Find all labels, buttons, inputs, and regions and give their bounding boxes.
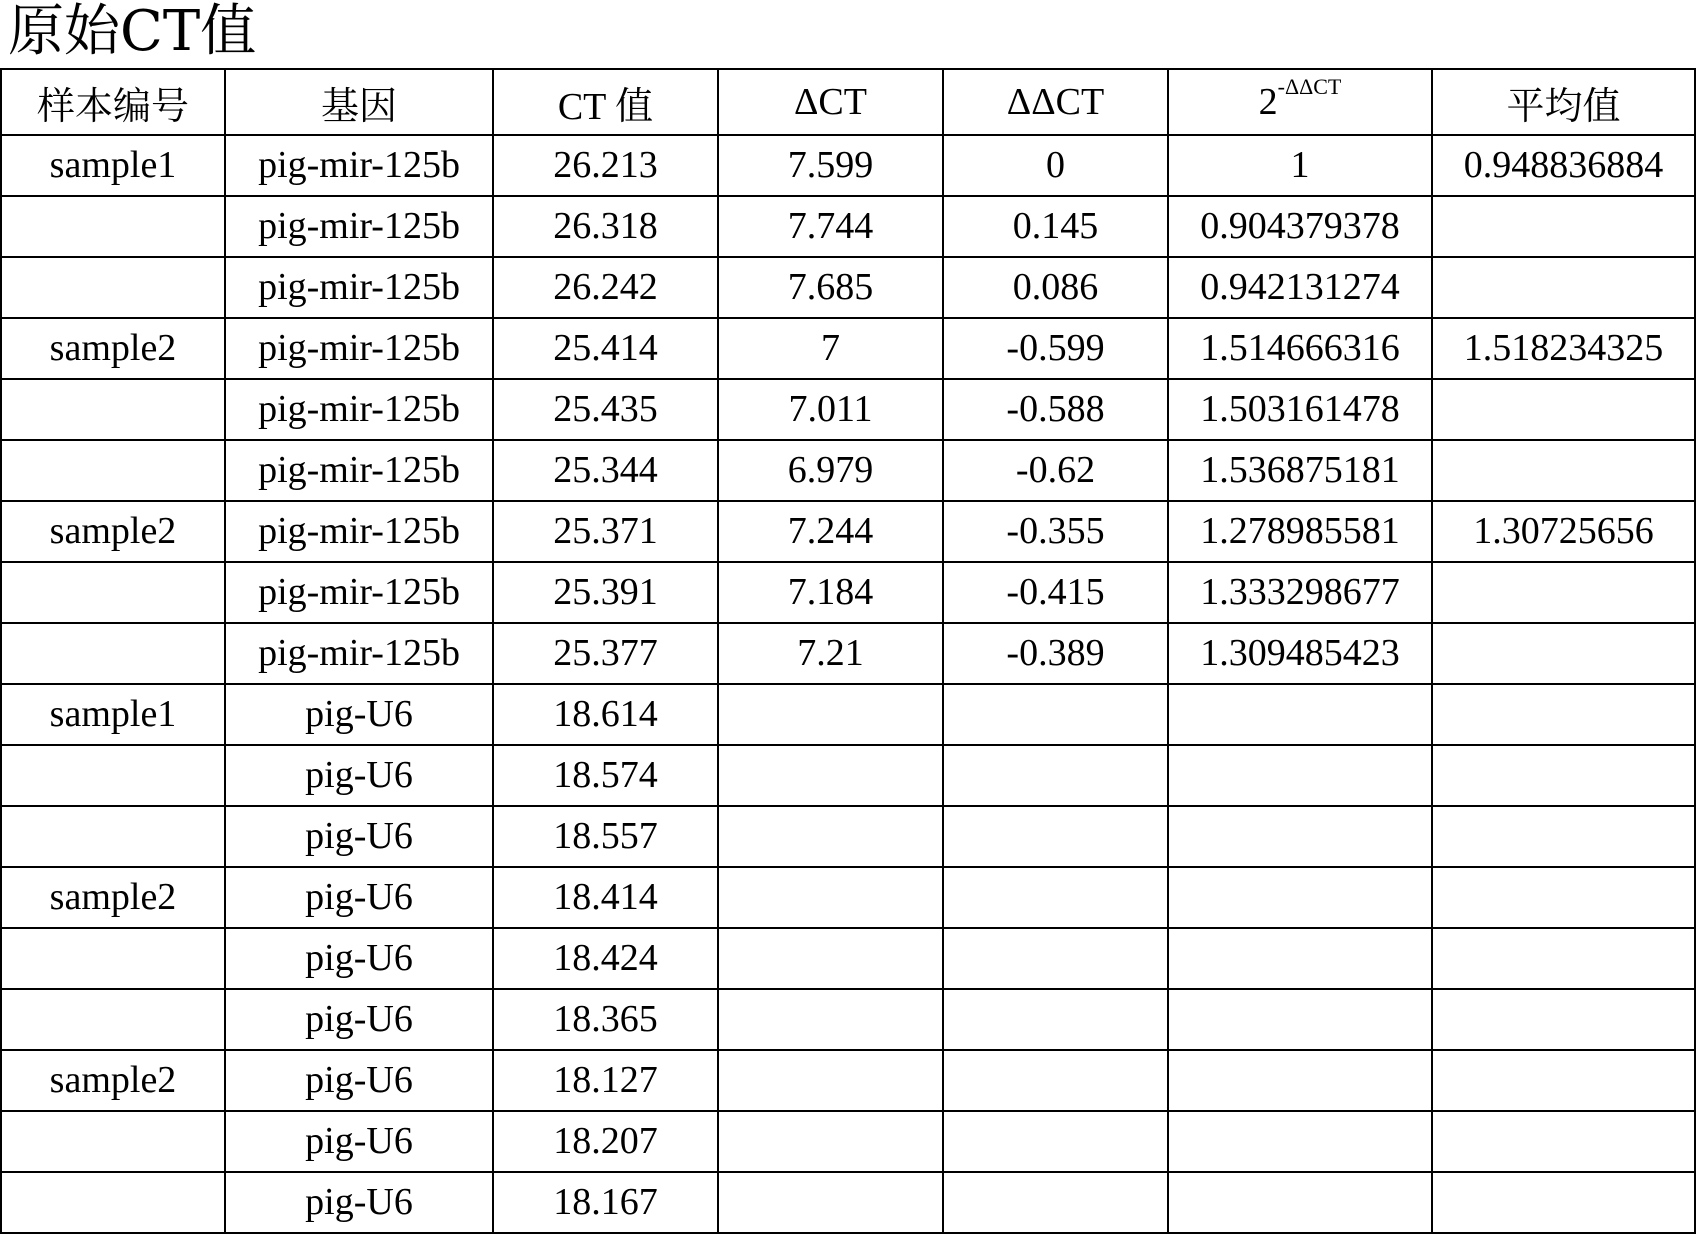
table-row <box>1 135 1695 196</box>
cell-sample-id <box>1 989 225 1050</box>
ct-data-table <box>0 68 1696 1234</box>
cell-delta-ct <box>718 867 943 928</box>
cell-sample-id <box>1 1111 225 1172</box>
table-header-row <box>1 69 1695 135</box>
cell-delta-delta-ct <box>943 1172 1168 1233</box>
cell-delta-ct <box>718 806 943 867</box>
cell-mean <box>1432 379 1695 440</box>
cell-sample-id <box>1 440 225 501</box>
cell-gene: pig-U6 <box>225 989 493 1050</box>
table-body <box>1 135 1695 1233</box>
cell-sample-id <box>1 1172 225 1233</box>
header-sample-id: 样本编号 <box>1 69 225 135</box>
cell-mean <box>1432 1050 1695 1111</box>
cell-gene: pig-U6 <box>225 1111 493 1172</box>
table-row <box>1 989 1695 1050</box>
cell-delta-delta-ct: -0.588 <box>943 379 1168 440</box>
cell-gene: pig-U6 <box>225 684 493 745</box>
header-fold-base: 2 <box>1258 81 1278 123</box>
cell-gene: pig-U6 <box>225 745 493 806</box>
header-fold-exponent: -ΔΔCT <box>1277 74 1342 100</box>
cell-sample-id <box>1 196 225 257</box>
cell-gene: pig-mir-125b <box>225 623 493 684</box>
cell-sample-id: sample2 <box>1 318 225 379</box>
cell-ct-value: 18.207 <box>493 1111 718 1172</box>
cell-fold-change: 1 <box>1168 135 1432 196</box>
header-ct-value: CT 值 <box>493 69 718 135</box>
cell-delta-delta-ct: -0.389 <box>943 623 1168 684</box>
cell-delta-ct <box>718 1172 943 1233</box>
table-row <box>1 501 1695 562</box>
cell-ct-value: 25.435 <box>493 379 718 440</box>
cell-delta-ct: 7.011 <box>718 379 943 440</box>
cell-gene: pig-U6 <box>225 928 493 989</box>
cell-delta-delta-ct <box>943 989 1168 1050</box>
cell-sample-id <box>1 257 225 318</box>
cell-delta-delta-ct <box>943 806 1168 867</box>
cell-mean <box>1432 989 1695 1050</box>
header-gene: 基因 <box>225 69 493 135</box>
cell-mean <box>1432 806 1695 867</box>
cell-fold-change: 0.904379378 <box>1168 196 1432 257</box>
cell-delta-delta-ct <box>943 1050 1168 1111</box>
cell-delta-ct: 7.685 <box>718 257 943 318</box>
cell-gene: pig-mir-125b <box>225 257 493 318</box>
cell-mean <box>1432 623 1695 684</box>
cell-ct-value: 26.318 <box>493 196 718 257</box>
cell-gene: pig-mir-125b <box>225 196 493 257</box>
table-row <box>1 867 1695 928</box>
cell-fold-change: 1.309485423 <box>1168 623 1432 684</box>
table-row <box>1 1172 1695 1233</box>
cell-fold-change <box>1168 1111 1432 1172</box>
cell-fold-change <box>1168 867 1432 928</box>
cell-delta-ct <box>718 745 943 806</box>
cell-ct-value: 18.365 <box>493 989 718 1050</box>
cell-ct-value: 18.127 <box>493 1050 718 1111</box>
table-row <box>1 623 1695 684</box>
cell-ct-value: 25.344 <box>493 440 718 501</box>
cell-delta-delta-ct <box>943 867 1168 928</box>
cell-ct-value: 25.414 <box>493 318 718 379</box>
table-row <box>1 440 1695 501</box>
table-row <box>1 1050 1695 1111</box>
cell-mean <box>1432 928 1695 989</box>
cell-fold-change: 1.536875181 <box>1168 440 1432 501</box>
cell-fold-change <box>1168 684 1432 745</box>
cell-delta-ct <box>718 684 943 745</box>
cell-fold-change: 1.278985581 <box>1168 501 1432 562</box>
table-row <box>1 928 1695 989</box>
cell-delta-delta-ct: -0.62 <box>943 440 1168 501</box>
cell-mean: 1.30725656 <box>1432 501 1695 562</box>
cell-mean <box>1432 1111 1695 1172</box>
cell-delta-ct <box>718 1050 943 1111</box>
cell-sample-id: sample2 <box>1 867 225 928</box>
cell-delta-ct <box>718 1111 943 1172</box>
cell-fold-change: 1.503161478 <box>1168 379 1432 440</box>
cell-gene: pig-U6 <box>225 806 493 867</box>
table-row <box>1 684 1695 745</box>
cell-delta-delta-ct: 0 <box>943 135 1168 196</box>
table-row <box>1 745 1695 806</box>
cell-ct-value: 25.371 <box>493 501 718 562</box>
cell-ct-value: 26.213 <box>493 135 718 196</box>
cell-fold-change <box>1168 1050 1432 1111</box>
cell-delta-ct <box>718 989 943 1050</box>
cell-ct-value: 18.574 <box>493 745 718 806</box>
table-row <box>1 379 1695 440</box>
table-row <box>1 806 1695 867</box>
cell-delta-delta-ct: -0.355 <box>943 501 1168 562</box>
cell-ct-value: 18.424 <box>493 928 718 989</box>
cell-fold-change <box>1168 745 1432 806</box>
table-row <box>1 318 1695 379</box>
cell-sample-id <box>1 623 225 684</box>
table-row <box>1 196 1695 257</box>
table-row <box>1 562 1695 623</box>
cell-mean <box>1432 684 1695 745</box>
cell-gene: pig-mir-125b <box>225 318 493 379</box>
cell-gene: pig-U6 <box>225 1172 493 1233</box>
cell-ct-value: 18.167 <box>493 1172 718 1233</box>
cell-delta-delta-ct <box>943 1111 1168 1172</box>
cell-delta-delta-ct: -0.599 <box>943 318 1168 379</box>
cell-delta-ct: 7.184 <box>718 562 943 623</box>
cell-ct-value: 25.391 <box>493 562 718 623</box>
cell-delta-ct: 7.21 <box>718 623 943 684</box>
table-row <box>1 1111 1695 1172</box>
table-row <box>1 257 1695 318</box>
cell-mean <box>1432 440 1695 501</box>
cell-delta-delta-ct: 0.086 <box>943 257 1168 318</box>
cell-ct-value: 18.557 <box>493 806 718 867</box>
cell-delta-delta-ct: -0.415 <box>943 562 1168 623</box>
cell-gene: pig-U6 <box>225 1050 493 1111</box>
cell-sample-id: sample2 <box>1 501 225 562</box>
cell-mean: 1.518234325 <box>1432 318 1695 379</box>
cell-ct-value: 18.414 <box>493 867 718 928</box>
cell-sample-id <box>1 745 225 806</box>
page-title: 原始CT值 <box>8 0 257 64</box>
cell-sample-id: sample1 <box>1 135 225 196</box>
cell-fold-change <box>1168 1172 1432 1233</box>
cell-ct-value: 18.614 <box>493 684 718 745</box>
cell-fold-change <box>1168 806 1432 867</box>
cell-sample-id <box>1 562 225 623</box>
cell-delta-ct <box>718 928 943 989</box>
header-delta-ct: ΔCT <box>718 69 943 135</box>
cell-gene: pig-mir-125b <box>225 501 493 562</box>
cell-sample-id <box>1 928 225 989</box>
cell-delta-ct: 7.744 <box>718 196 943 257</box>
cell-gene: pig-mir-125b <box>225 440 493 501</box>
cell-mean <box>1432 745 1695 806</box>
cell-ct-value: 25.377 <box>493 623 718 684</box>
cell-mean <box>1432 867 1695 928</box>
cell-fold-change: 0.942131274 <box>1168 257 1432 318</box>
cell-gene: pig-mir-125b <box>225 562 493 623</box>
cell-delta-delta-ct <box>943 745 1168 806</box>
cell-fold-change <box>1168 989 1432 1050</box>
cell-sample-id <box>1 379 225 440</box>
cell-gene: pig-mir-125b <box>225 379 493 440</box>
cell-delta-delta-ct: 0.145 <box>943 196 1168 257</box>
cell-delta-delta-ct <box>943 928 1168 989</box>
header-mean: 平均值 <box>1432 69 1695 135</box>
cell-sample-id: sample2 <box>1 1050 225 1111</box>
cell-delta-ct: 7.599 <box>718 135 943 196</box>
cell-gene: pig-U6 <box>225 867 493 928</box>
cell-delta-ct: 6.979 <box>718 440 943 501</box>
cell-mean <box>1432 1172 1695 1233</box>
cell-mean <box>1432 196 1695 257</box>
header-fold-change <box>1168 69 1432 135</box>
cell-delta-ct: 7 <box>718 318 943 379</box>
cell-fold-change: 1.333298677 <box>1168 562 1432 623</box>
header-delta-delta-ct: ΔΔCT <box>943 69 1168 135</box>
cell-gene: pig-mir-125b <box>225 135 493 196</box>
cell-delta-ct: 7.244 <box>718 501 943 562</box>
cell-fold-change <box>1168 928 1432 989</box>
cell-ct-value: 26.242 <box>493 257 718 318</box>
cell-mean <box>1432 562 1695 623</box>
cell-mean <box>1432 257 1695 318</box>
cell-sample-id <box>1 806 225 867</box>
cell-delta-delta-ct <box>943 684 1168 745</box>
cell-fold-change: 1.514666316 <box>1168 318 1432 379</box>
cell-mean: 0.948836884 <box>1432 135 1695 196</box>
cell-sample-id: sample1 <box>1 684 225 745</box>
